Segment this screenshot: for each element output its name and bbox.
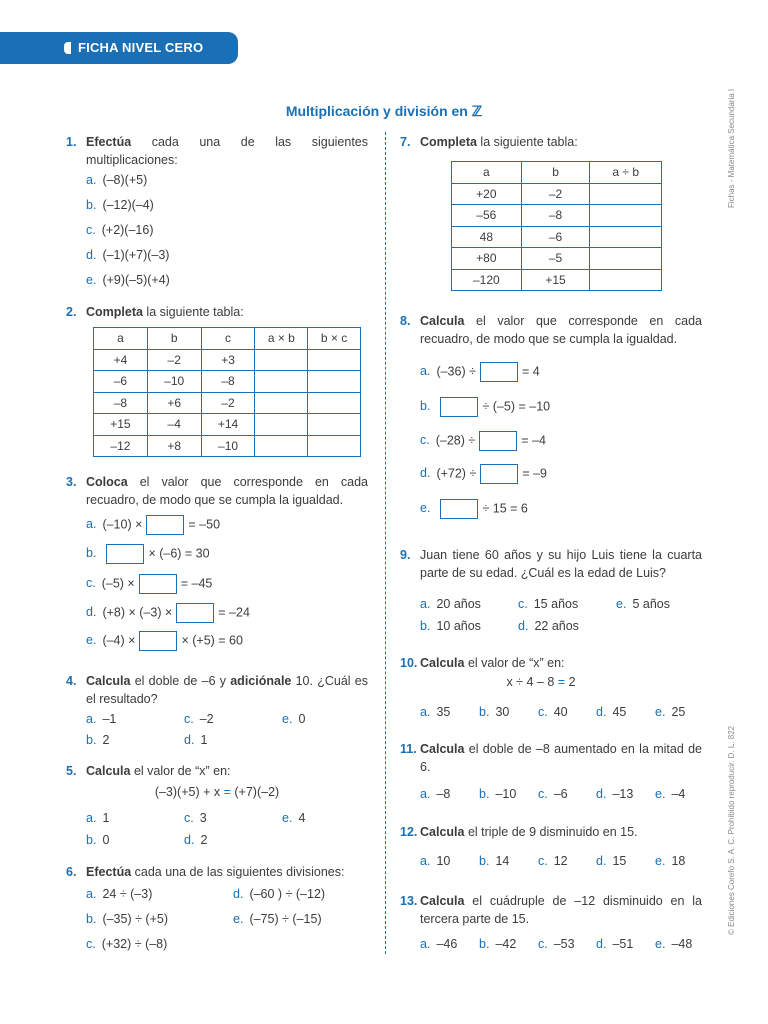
table-header-cell: a [94, 328, 148, 350]
option: b. 30 [479, 705, 510, 719]
exercise-11-statement: 11. Calcula el doble de –8 aumentado en la mitad de 6. [400, 742, 702, 774]
option: a. –46 [420, 937, 458, 951]
exercise-4 [66, 672, 368, 747]
option: b. 0 [86, 833, 110, 847]
option: d. –13 [596, 787, 634, 801]
table-header-cell: b [521, 162, 590, 184]
option: e. 4 [282, 811, 306, 825]
answer-cell[interactable] [590, 183, 662, 205]
header-banner [0, 32, 238, 64]
option: b. ÷ (–5) = –10 [420, 397, 550, 417]
table-row: –56 –8 [452, 205, 662, 227]
answer-box[interactable] [479, 431, 517, 451]
table-header-cell: a × b [255, 328, 308, 350]
answer-cell[interactable] [590, 205, 662, 227]
answer-box[interactable] [440, 499, 478, 519]
side-copyright-text: © Ediciones Corefo S. A. C. Prohibido reproducir. D. L. 822 [727, 725, 736, 935]
option: a. 10 [420, 854, 451, 868]
exercise-8 [400, 312, 702, 516]
option: e. 25 [655, 705, 686, 719]
option: c. (–28) ÷ = –4 [420, 431, 546, 451]
answer-box[interactable] [440, 397, 478, 417]
table-row: –6 –10 –8 [94, 371, 361, 393]
answer-cell[interactable] [308, 349, 361, 371]
table-row: –8 +6 –2 [94, 392, 361, 414]
option: d. 2 [184, 833, 208, 847]
side-series-text: Fichas - Matemática Secundaria I [727, 88, 736, 208]
option: c. (+2)(–16) [86, 223, 154, 237]
table-header-cell: a [452, 162, 522, 184]
option: a. –8 [420, 787, 451, 801]
option: a. 20 años [420, 597, 481, 611]
option: b. –10 [479, 787, 517, 801]
option: c. 12 [538, 854, 568, 868]
table-row: +20 –2 [452, 183, 662, 205]
exercise-1-statement: 1. Efectúa cada una de las siguientes multiplicaciones: [66, 135, 368, 167]
exercise-6-statement: 6. Efectúa cada una de las siguientes divisiones: [66, 865, 345, 879]
option: a. 1 [86, 811, 110, 825]
exercise-7-statement: 7. Completa la siguiente tabla: [400, 135, 578, 149]
answer-cell[interactable] [255, 414, 308, 436]
table-row: –12 +8 –10 [94, 435, 361, 457]
answer-box[interactable] [176, 603, 214, 623]
table-row: +15 –4 +14 [94, 414, 361, 436]
answer-cell[interactable] [308, 414, 361, 436]
option: a. –1 [86, 712, 117, 726]
option: e. 0 [282, 712, 306, 726]
exercise-3 [66, 473, 368, 648]
option: b. –42 [479, 937, 517, 951]
exercise-5 [66, 762, 368, 847]
option: e. (+9)(–5)(+4) [86, 273, 170, 287]
answer-cell[interactable] [308, 392, 361, 414]
answer-box[interactable] [139, 574, 177, 594]
banner-mark-icon [64, 42, 71, 54]
table-header-cell: c [201, 328, 255, 350]
answer-cell[interactable] [255, 392, 308, 414]
option: e. 18 [655, 854, 686, 868]
answer-box[interactable] [139, 631, 177, 651]
table-row: –120 +15 [452, 269, 662, 291]
table-header-cell: b [147, 328, 201, 350]
option: c. (–5) × = –45 [86, 574, 212, 594]
answer-cell[interactable] [590, 248, 662, 270]
answer-box[interactable] [106, 544, 144, 564]
exercise-7 [400, 133, 702, 287]
option: d. 45 [596, 705, 627, 719]
exercise-6 [66, 863, 368, 951]
answer-box[interactable] [480, 362, 518, 382]
answer-box[interactable] [480, 464, 518, 484]
answer-cell[interactable] [590, 269, 662, 291]
option: e. –48 [655, 937, 693, 951]
table-header-cell: a ÷ b [590, 162, 662, 184]
option: a. (–8)(+5) [86, 173, 148, 187]
table-row: 48 –6 [452, 226, 662, 248]
answer-box[interactable] [146, 515, 184, 535]
option: b. (–12)(–4) [86, 198, 154, 212]
answer-cell[interactable] [255, 349, 308, 371]
option: e. –4 [655, 787, 686, 801]
equation: x ÷ 4 – 8 = 2 [506, 675, 576, 689]
exercise-10-statement: 10. Calcula el valor de “x” en: [400, 656, 565, 670]
option: b. (–35) ÷ (+5) [86, 912, 169, 926]
exercise-2-statement: 2. Completa la siguiente tabla: [66, 305, 244, 319]
answer-cell[interactable] [255, 435, 308, 457]
option: c. 3 [184, 811, 207, 825]
option: b. 10 años [420, 619, 481, 633]
equation: (–3)(+5) + x = (+7)(–2) [154, 785, 280, 799]
table-row: +80 –5 [452, 248, 662, 270]
exercise-9-statement: 9. Juan tiene 60 años y su hijo Luis tiene la cuarta parte de su edad. ¿Cuál es la edad de Luis? [400, 548, 702, 580]
option: d. (–60 ) ÷ (–12) [233, 887, 326, 901]
option: e. ÷ 15 = 6 [420, 499, 528, 519]
option: d. (–1)(+7)(–3) [86, 248, 170, 262]
answer-cell[interactable] [308, 435, 361, 457]
option: e. (–75) ÷ (–15) [233, 912, 322, 926]
option: a. 35 [420, 705, 451, 719]
option: c. (+32) ÷ (–8) [86, 937, 168, 951]
option: b. 14 [479, 854, 510, 868]
option: d. 22 años [518, 619, 579, 633]
option: a. 24 ÷ (–3) [86, 887, 153, 901]
exercise-3-statement: 3. Coloca el valor que corresponde en cada recuadro, de modo que se cumpla la igualdad. [66, 475, 368, 507]
option: e. 5 años [616, 597, 670, 611]
exercise-10 [400, 654, 702, 719]
header-label: FICHA NIVEL CERO [78, 40, 204, 55]
option: c. –53 [538, 937, 575, 951]
option: e. (–4) × × (+5) = 60 [86, 631, 243, 651]
exercise-1 [66, 133, 368, 287]
option: b. 2 [86, 733, 110, 747]
exercise-12 [400, 823, 702, 868]
exercise-4-statement: 4. Calcula el doble de –6 y adiciónale 10. ¿Cuál es el resultado? [66, 674, 368, 706]
option: a. (–10) × = –50 [86, 515, 220, 535]
answer-cell[interactable] [590, 226, 662, 248]
exercise-13-statement: 13. Calcula el cuádruple de –12 disminuido en la tercera parte de 15. [400, 894, 702, 926]
table-row: +4 –2 +3 [94, 349, 361, 371]
exercise-11 [400, 740, 702, 801]
exercise-9 [400, 546, 702, 633]
exercise-12-statement: 12. Calcula el triple de 9 disminuido en 15. [400, 825, 638, 839]
option: c. 40 [538, 705, 568, 719]
table-a-div-b [451, 161, 662, 291]
exercise-number: 1. [66, 135, 77, 149]
option: d. (+8) × (–3) × = –24 [86, 603, 250, 623]
exercise-5-statement: 5. Calcula el valor de “x” en: [66, 764, 231, 778]
table-ab-bc [93, 327, 361, 457]
answer-cell[interactable] [255, 371, 308, 393]
table-header-cell: b × c [308, 328, 361, 350]
column-divider [385, 132, 386, 954]
exercise-8-statement: 8. Calcula el valor que corresponde en cada recuadro, de modo que se cumpla la igualdad. [400, 314, 702, 346]
option: d. 1 [184, 733, 208, 747]
exercise-2 [66, 303, 368, 453]
option: b. × (–6) = 30 [86, 544, 210, 564]
option: d. (+72) ÷ = –9 [420, 464, 547, 484]
exercise-13 [400, 892, 702, 951]
option: c. –2 [184, 712, 214, 726]
page-title: Multiplicación y división en ℤ [285, 103, 483, 119]
option: d. 15 [596, 854, 627, 868]
option: a. (–36) ÷ = 4 [420, 362, 540, 382]
answer-cell[interactable] [308, 371, 361, 393]
option: c. –6 [538, 787, 568, 801]
option: d. –51 [596, 937, 634, 951]
option: c. 15 años [518, 597, 579, 611]
